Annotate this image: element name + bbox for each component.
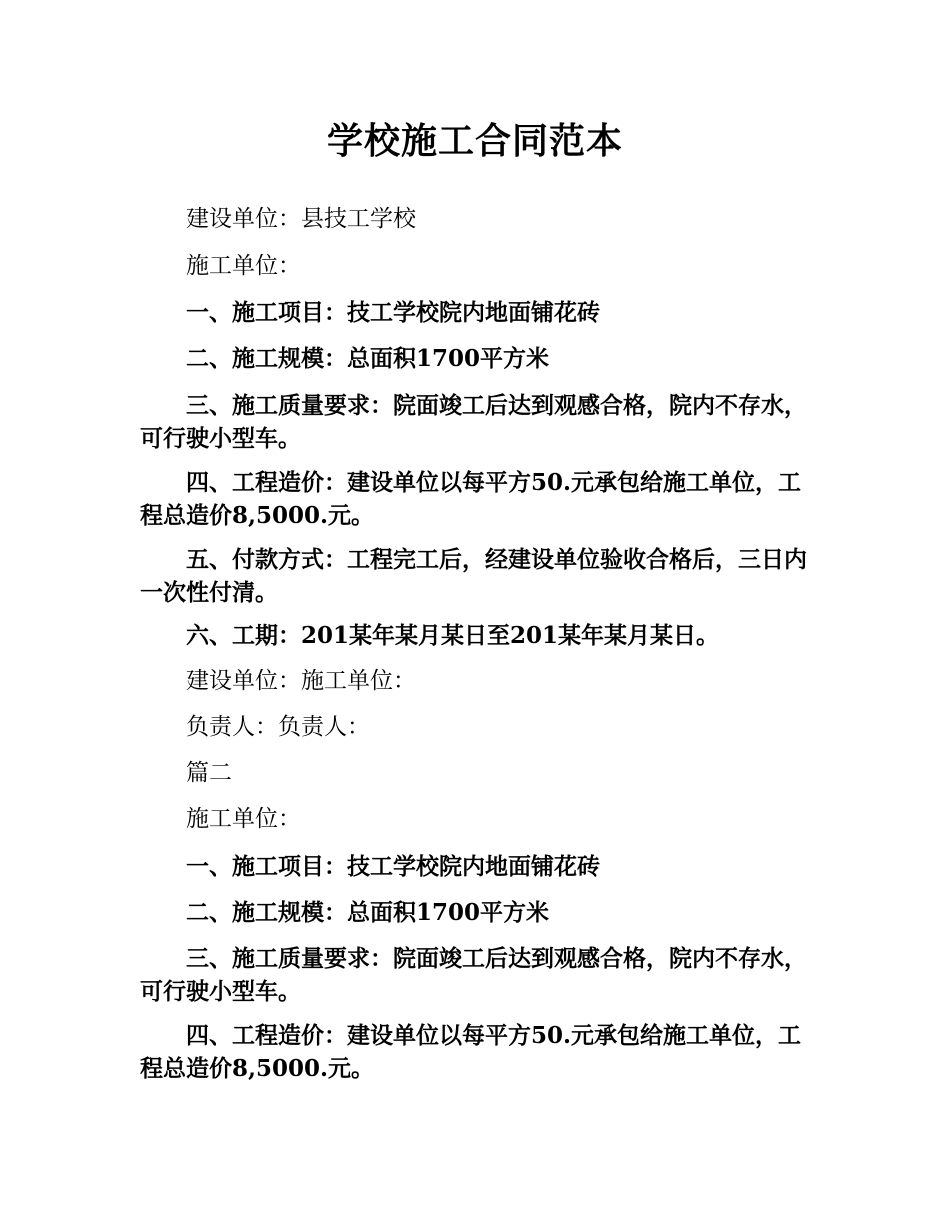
paragraph-item-3-2: 三、施工质量要求：院面竣工后达到观感合格，院内不存水，可行驶小型车。 xyxy=(140,945,807,1005)
paragraph-builder: 建设单位：县技工学校 xyxy=(186,206,416,232)
document-title: 学校施工合同范本 xyxy=(326,120,623,162)
paragraph-item-5: 五、付款方式：工程完工后，经建设单位验收合格后，三日内一次性付清。 xyxy=(140,546,807,606)
paragraph-item-2: 二、施工规模：总面积1700平方米 xyxy=(186,345,550,372)
paragraph-contractor-2: 施工单位： xyxy=(186,806,301,832)
paragraph-item-4: 四、工程造价：建设单位以每平方50.元承包给施工单位，工程总造价8,5000.元。 xyxy=(140,469,802,529)
paragraph-item-4-2: 四、工程造价：建设单位以每平方50.元承包给施工单位，工程总造价8,5000.元。 xyxy=(140,1022,802,1082)
paragraph-item-1: 一、施工项目：技工学校院内地面铺花砖 xyxy=(186,299,600,326)
paragraph-item-3: 三、施工质量要求：院面竣工后达到观感合格，院内不存水，可行驶小型车。 xyxy=(140,392,807,452)
paragraph-signature-responsible: 负责人：负责人： xyxy=(186,714,370,740)
paragraph-signature-units: 建设单位：施工单位： xyxy=(186,668,416,694)
paragraph-section-2: 篇二 xyxy=(186,760,232,786)
paragraph-item-6: 六、工期：201某年某月某日至201某年某月某日。 xyxy=(186,622,720,649)
paragraph-contractor: 施工单位： xyxy=(186,253,301,279)
paragraph-item-2-2: 二、施工规模：总面积1700平方米 xyxy=(186,899,550,926)
paragraph-item-1-2: 一、施工项目：技工学校院内地面铺花砖 xyxy=(186,853,600,880)
